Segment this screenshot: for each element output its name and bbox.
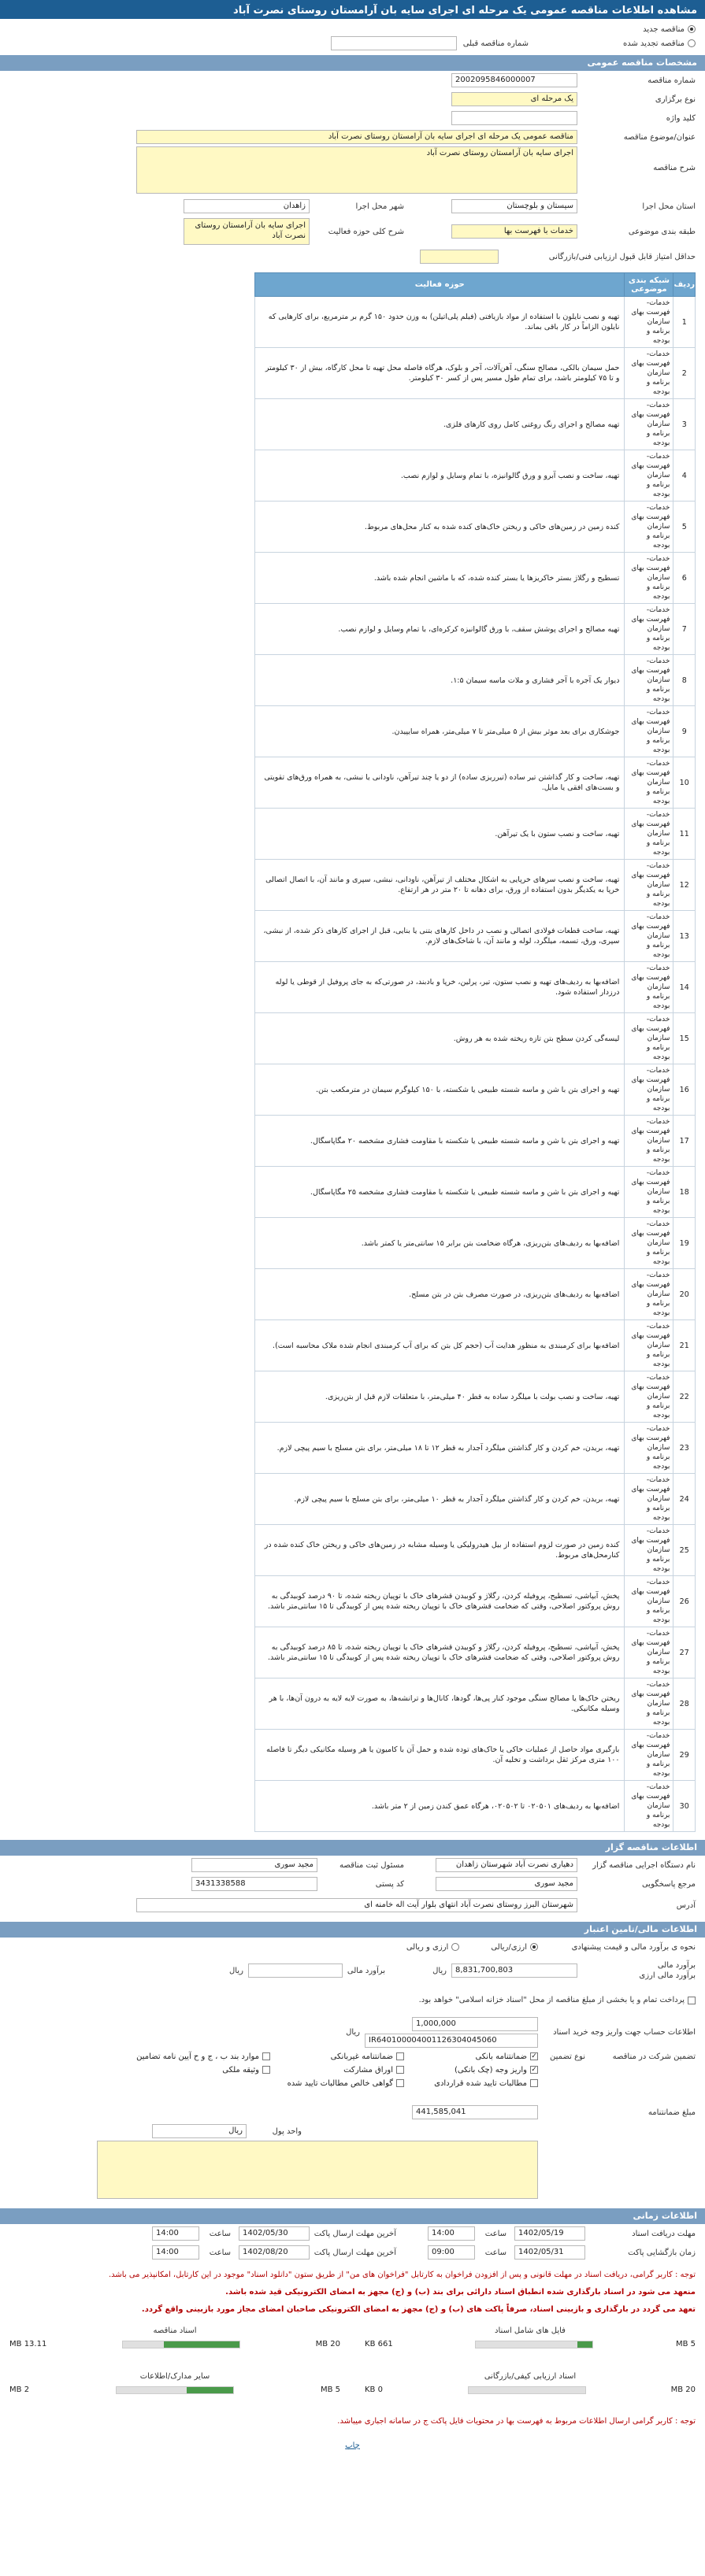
t-release-date[interactable]: 1402/05/19	[514, 2226, 585, 2241]
row-ref: خدمات-فهرست بهای سازمان برنامه و بودجه	[625, 1064, 673, 1116]
table-row	[255, 809, 696, 860]
est-rial-unit: ریال	[432, 1966, 447, 1975]
row-desc: تهیه و نصب نایلون با استفاده از مواد بازیافتی (فیلم پلی‌اتیلن) به وزن حدود ۱۵۰ گرم بر مترمربع، برای کارهایی که نایلون الزاماً در کار باقی بماند.	[255, 297, 625, 348]
radio-renew[interactable]	[688, 39, 696, 47]
credit-info-label: اطلاعات حساب جهت واریز وجه خرید اسناد	[553, 2027, 696, 2037]
row-desc: تهیه، ساخت و نصب بولت با میلگرد ساده به قطر ۴۰ میلی‌متر، با متعلقات لازم قبل از بتن‌ریزی.	[255, 1371, 625, 1423]
row-number: 14	[673, 962, 696, 1013]
files-section-2	[0, 2348, 705, 2394]
section-finance: اطلاعات مالی/تامین اعتبار	[0, 1922, 705, 1938]
postal-field[interactable]: 3431338588	[191, 1877, 317, 1891]
row-desc: اضافه‌بها برای کرمبندی به منظور هدایت آب (حجم کل بتن که برای آب کرمبندی انجام شده ملاک محاسبه است).	[255, 1320, 625, 1371]
t-submit-label: زمان بازگشایی پاکت	[628, 2248, 696, 2257]
g-options	[113, 2052, 538, 2088]
row-ref: خدمات-فهرست بهای سازمان برنامه و بودجه	[625, 655, 673, 706]
est-amount-field[interactable]: 8,831,700,803	[451, 1963, 577, 1978]
row-ref: خدمات-فهرست بهای سازمان برنامه و بودجه	[625, 1627, 673, 1678]
org-name-label: نام دستگاه اجرایی مناقصه گزار	[592, 1860, 696, 1870]
g-amount-row	[0, 2103, 705, 2122]
row-desc: تهیه، بریدن، خم کردن و کار گذاشتن میلگرد آجدار به قطر ۱۲ تا ۱۸ میلی‌متر، برای بتن مسلح با سیم پیچی لازم.	[255, 1423, 625, 1474]
t-release-end-label: آخرین مهلت ارسال پاکت	[314, 2229, 396, 2238]
row-number: 21	[673, 1320, 696, 1371]
province-label: استان محل اجرا	[642, 202, 696, 211]
credit-amount-field[interactable]: 1,000,000	[412, 2017, 538, 2031]
row-number: 28	[673, 1678, 696, 1730]
keyword-label: کلید واژه	[666, 113, 696, 123]
row-desc: بارگیری مواد حاصل از عملیات خاکی یا خاک‌های توده شده و حمل آن با کامیون یا هر وسیله مکانیکی دیگر تا فاصله ۱۰۰ متری مرکز ثقل برداشت و تخلیه آن.	[255, 1730, 625, 1781]
col-desc: حوزه فعالیت	[255, 273, 625, 297]
table-row	[255, 1474, 696, 1525]
org-row1	[0, 1856, 705, 1875]
opt-new-row	[0, 22, 705, 36]
g-opt-check[interactable]: ✓واریز وجه (چک بانکی)	[454, 2066, 537, 2074]
row-number: 9	[673, 706, 696, 757]
row-desc: لیسه‌گی کردن سطح بتن تازه ریخته شده به هر روش.	[255, 1013, 625, 1064]
row-ref: خدمات-فهرست بهای سازمان برنامه و بودجه	[625, 1423, 673, 1474]
org-ref-field[interactable]: مجید سوری	[436, 1877, 577, 1891]
keyword-row	[0, 109, 705, 128]
guarantee-row	[0, 2048, 705, 2103]
est-amount-label: برآورد مالی برآورد مالی ارزی	[639, 1961, 696, 1980]
estimate-mode-row	[0, 1938, 705, 1956]
note-1: توجه : کاربر گرامی، دریافت اسناد در مهلت قانونی و پس از افزودن فراخوان به کارتابل "فراخوان های من" از طریق ستون "دانلود اسناد" موجود در این کارتابل، امکانپذیر می باشد.	[109, 2271, 696, 2279]
table-row	[255, 399, 696, 450]
opt-renew-row	[0, 36, 705, 50]
g-note-row	[0, 2141, 705, 2204]
row-ref: خدمات-فهرست بهای سازمان برنامه و بودجه	[625, 1269, 673, 1320]
desc-field[interactable]: اجرای سایه بان آرامستان روستای نصرت آباد	[136, 146, 577, 194]
files-right	[365, 2326, 696, 2348]
row-number: 2	[673, 348, 696, 399]
row-number: 1	[673, 297, 696, 348]
row-desc: تهیه، ساخت و نصب سرهای خرپایی به اشکال مختلف از تیرآهن، ناودانی، نبشی، سپری و مانند آن، با اتصال اتصالی خرپا به یکدیگر بدون استفاده از ورق، برای دهانه تا ۲۰ متر در هر ارتفاع.	[255, 860, 625, 911]
row-number: 6	[673, 553, 696, 604]
row-ref: خدمات-فهرست بهای سازمان برنامه و بودجه	[625, 348, 673, 399]
table-row	[255, 1678, 696, 1730]
credit-note-checkbox[interactable]	[688, 1997, 696, 2004]
row-ref: خدمات-فهرست بهای سازمان برنامه و بودجه	[625, 1013, 673, 1064]
prev-number-label: شماره مناقصه قبلی	[462, 39, 529, 48]
table-row	[255, 962, 696, 1013]
row-ref: خدمات-فهرست بهای سازمان برنامه و بودجه	[625, 399, 673, 450]
g-opt-property[interactable]: وثیقه ملکی	[113, 2066, 270, 2074]
table-row	[255, 1371, 696, 1423]
row-desc: تهیه، ساخت و نصب ستون با یک تیرآهن.	[255, 809, 625, 860]
g-opt-net[interactable]: گواهی خالص مطالبات تایید شده	[270, 2079, 404, 2088]
file3-header: سایر مدارک/اطلاعات	[139, 2372, 210, 2381]
row-number: 18	[673, 1167, 696, 1218]
col-ref: شبکه بندی موضوعی	[625, 273, 673, 297]
title-field[interactable]: مناقصه عمومی یک مرحله ای اجرای سایه بان آرامستان روستای نصرت آباد	[136, 130, 577, 144]
row-number: 7	[673, 604, 696, 655]
work-table-body	[255, 297, 696, 1832]
table-row	[255, 757, 696, 809]
tender-no-field[interactable]: 2002095846000007	[451, 73, 577, 87]
table-row	[255, 604, 696, 655]
currency-row	[0, 2122, 705, 2141]
row-desc: تهیه، ساخت و کار گذاشتن تیر ساده (تیرریزی ساده) از دو یا چند تیرآهن، ناودانی یا نبشی، به همراه ورق‌های تقویتی و بست‌های افقی یا مایل.	[255, 757, 625, 809]
g-opt-bonds[interactable]: اوراق مشارکت	[270, 2066, 404, 2074]
desc-row	[0, 146, 705, 197]
row-ref: خدمات-فهرست بهای سازمان برنامه و بودجه	[625, 809, 673, 860]
row-desc: تهیه، ساخت و نصب آبرو و ورق گالوانیزه، با تمام وسایل و لوازم نصب.	[255, 450, 625, 502]
time-row2	[0, 2243, 705, 2262]
row-ref: خدمات-فهرست بهای سازمان برنامه و بودجه	[625, 450, 673, 502]
t-hour-label-4: ساعت	[209, 2248, 231, 2257]
g-note-field[interactable]	[97, 2141, 538, 2199]
row-desc: پخش، آبپاشی، تسطیح، پروفیله کردن، رگلاژ و کوبیدن قشرهای خاک با توپیان ریخته شده، تا ۹۰ درصد کوبیدگی به روش پروکتور اصلاحی، وقتی که ضخامت قشرهای خاک با توپیان ریخته شده پس از کوبیدگی تا ۱۵ سانتی‌متر باشد.	[255, 1576, 625, 1627]
row-number: 10	[673, 757, 696, 809]
print-link[interactable]: چاپ	[345, 2441, 360, 2450]
page-title: مشاهده اطلاعات مناقصه عمومی یک مرحله ای اجرای سایه بان آرامستان روستای نصرت آباد	[0, 0, 705, 19]
currency-label: واحد پول	[272, 2126, 302, 2136]
estimate-row	[0, 1956, 705, 1985]
row-desc: حمل سیمان بالکی، مصالح سنگی، آهن‌آلات، آجر و بلوک، هرگاه فاصله محل تهیه تا محل کارگاه، بیش از ۳۰ کیلومتر و تا ۷۵ کیلومتر باشد، برای تمام طول مسیر پس از کسر ۳۰ کیلومتر.	[255, 348, 625, 399]
file4-size: 0 KB	[365, 2385, 383, 2394]
row-desc: تهیه و اجرای بتن با شن و ماسه شسته طبیعی یا شکسته با مقاومت فشاری مشخصه ۲۵ مگاپاسگال.	[255, 1167, 625, 1218]
radio-rial-label: ارزی/ریالی	[491, 1942, 527, 1952]
file2-bar	[122, 2341, 240, 2348]
row-desc: اضافه‌بها به ردیف‌های تهیه و نصب ستون، تیر، پرلین، خرپا و بادبند، در صورتی‌که به جای پروفیل از قوطی یا لوله درزدار استفاده شود.	[255, 962, 625, 1013]
row-ref: خدمات-فهرست بهای سازمان برنامه و بودجه	[625, 1167, 673, 1218]
table-row	[255, 1269, 696, 1320]
note-2: منعهد می شود در اسناد بارگذاری شده انطباق اسناد دارائی برای بند (ب) و (ج) مجهز به امضای الکترونیکی قید شده باشد.	[225, 2288, 696, 2297]
row-number: 24	[673, 1474, 696, 1525]
t-submit-date[interactable]: 1402/05/31	[514, 2245, 585, 2260]
row-ref: خدمات-فهرست بهای سازمان برنامه و بودجه	[625, 502, 673, 553]
table-row	[255, 1013, 696, 1064]
radio-new[interactable]	[688, 25, 696, 33]
files-left-header: اسناد مناقصه	[153, 2326, 197, 2335]
g-amount-field[interactable]: 441,585,041	[412, 2105, 538, 2119]
row-desc: تهیه، بریدن، خم کردن و کار گذاشتن میلگرد آجدار به قطر ۱۰ میلی‌متر، برای بتن مسلح با سیم پیچی لازم.	[255, 1474, 625, 1525]
t-submit-hour[interactable]: 09:00	[428, 2245, 475, 2260]
table-row	[255, 553, 696, 604]
t-submit-end-date[interactable]: 1402/08/20	[239, 2245, 310, 2260]
table-row	[255, 1781, 696, 1832]
file4-bar	[468, 2386, 586, 2394]
file4-max: 20 MB	[670, 2385, 696, 2394]
g-amount-label: مبلغ ضمانتنامه	[647, 2108, 696, 2117]
work-table	[254, 272, 696, 1832]
table-row	[255, 1627, 696, 1678]
est-fx-label: برآورد مالی	[347, 1966, 386, 1975]
file2-max: 20 MB	[315, 2340, 340, 2348]
file4-header: اسناد ارزیابی کیفی/بازرگانی	[484, 2372, 577, 2381]
keyword-field[interactable]	[451, 111, 577, 125]
account-field[interactable]: IR640100004001126304045060	[365, 2034, 538, 2048]
row-ref: خدمات-فهرست بهای سازمان برنامه و بودجه	[625, 706, 673, 757]
files-left-2	[9, 2372, 340, 2394]
city-label: شهر محل اجرا	[355, 202, 404, 211]
g-opt-bank[interactable]: ✓ضمانتنامه بانکی	[475, 2052, 537, 2061]
row-number: 26	[673, 1576, 696, 1627]
g-type-label: نوع تضمین	[550, 2052, 585, 2061]
row-ref: خدمات-فهرست بهای سازمان برنامه و بودجه	[625, 962, 673, 1013]
credit-info-row	[0, 2016, 705, 2048]
table-row	[255, 1167, 696, 1218]
time-row1	[0, 2224, 705, 2243]
g-opt-bcz[interactable]: موارد بند ب ، ج و ح آیین نامه تضامین	[113, 2052, 270, 2061]
row-desc: دیوار یک آجره با آجر فشاری و ملات ماسه سیمان ۱:۵.	[255, 655, 625, 706]
row-desc: تهیه، ساخت قطعات فولادی اتصالی و نصب در داخل کارهای بتنی یا بنایی، قبل از اجرای کارهای ذکر شده، از نبشی، سپری، ورق، تسمه، میلگرد، لوله و مانند آن، با شاخک‌های لازم.	[255, 911, 625, 962]
row-ref: خدمات-فهرست بهای سازمان برنامه و بودجه	[625, 1218, 673, 1269]
row-number: 20	[673, 1269, 696, 1320]
row-ref: خدمات-فهرست بهای سازمان برنامه و بودجه	[625, 860, 673, 911]
currency-field[interactable]: ریال	[152, 2124, 247, 2138]
credit-note: پرداخت تمام و یا بخشی از مبلغ مناقصه از محل "اسناد خزانه اسلامی" خواهد بود.	[418, 1996, 685, 2004]
address-label: آدرس	[676, 1901, 696, 1910]
row-number: 29	[673, 1730, 696, 1781]
file2-row	[9, 2340, 340, 2348]
table-row	[255, 1576, 696, 1627]
table-row	[255, 1064, 696, 1116]
col-num: ردیف	[673, 273, 696, 297]
row-desc: کنده زمین در زمین‌های خاکی و ریختن خاک‌های کنده شده به کنار محل‌های مربوط.	[255, 502, 625, 553]
section-org: اطلاعات مناقصه گزار	[0, 1840, 705, 1856]
work-table-header	[255, 273, 696, 297]
class-label: طبقه بندی موضوعی	[628, 227, 696, 236]
t-hour-1[interactable]: 14:00	[428, 2226, 475, 2241]
class-field[interactable]: خدمات با فهرست بها	[451, 224, 577, 239]
opt-new-label: مناقصه جدید	[643, 24, 685, 34]
file1-size: 661 KB	[365, 2340, 393, 2348]
row-ref: خدمات-فهرست بهای سازمان برنامه و بودجه	[625, 1116, 673, 1167]
row-desc: تسطیح و رگلاژ بستر خاکریزها یا بستر کنده شده، که با ماشین انجام شده باشد.	[255, 553, 625, 604]
row-number: 3	[673, 399, 696, 450]
desc-label: شرح مناقصه	[653, 164, 696, 172]
type-field[interactable]: یک مرحله ای	[451, 92, 577, 106]
row-ref: خدمات-فهرست بهای سازمان برنامه و بودجه	[625, 1525, 673, 1576]
city-field[interactable]: زاهدان	[184, 199, 310, 213]
type-row	[0, 90, 705, 109]
row-ref: خدمات-فهرست بهای سازمان برنامه و بودجه	[625, 553, 673, 604]
row-ref: خدمات-فهرست بهای سازمان برنامه و بودجه	[625, 1678, 673, 1730]
row-number: 4	[673, 450, 696, 502]
min-score-label: حداقل امتیاز قابل قبول ارزیابی فنی/بازرگانی	[548, 252, 696, 261]
title-row	[0, 128, 705, 146]
province-field[interactable]: سیستان و بلوچستان	[451, 199, 577, 213]
est-fx-unit: ریال	[228, 1966, 243, 1975]
row-number: 19	[673, 1218, 696, 1269]
class-row	[0, 216, 705, 247]
table-row	[255, 450, 696, 502]
type-label: نوع برگزاری	[655, 94, 696, 104]
tender-no-row	[0, 71, 705, 90]
table-row	[255, 1525, 696, 1576]
t-release-label: مهلت دریافت اسناد	[632, 2229, 696, 2238]
note-3: تعهد می گردد در بارگذاری و بازبینی اسناد، صرفاً پاکت های (ب) و (ج) مجهز به امضای الکترونیکی صاحبان امضای مجاز مورد بازبینی واقع گردد.	[141, 2305, 696, 2314]
prev-number-input[interactable]	[331, 36, 457, 50]
row-ref: خدمات-فهرست بهای سازمان برنامه و بودجه	[625, 297, 673, 348]
estimate-mode-label: نحوه ی برآورد مالی و قیمت پیشنهادی	[571, 1942, 696, 1952]
table-row	[255, 706, 696, 757]
row-ref: خدمات-فهرست بهای سازمان برنامه و بودجه	[625, 1781, 673, 1832]
min-score-row	[0, 247, 705, 266]
address-row	[0, 1893, 705, 1917]
title-label: عنوان/موضوع مناقصه	[623, 132, 696, 142]
footer-note: توجه : کاربر گرامی ارسال اطلاعات مربوط به فهرست بها در محتویات فایل پاکت ج در سامانه اجباری میباشد.	[337, 2417, 696, 2426]
file1-max: 5 MB	[675, 2340, 696, 2348]
row-desc: تهیه و اجرای بتن با شن و ماسه شسته طبیعی یا شکسته، با ۱۵۰ کیلوگرم سیمان در مترمکعب بتن.	[255, 1064, 625, 1116]
table-row	[255, 348, 696, 399]
file2-size: 13.11 MB	[9, 2340, 47, 2348]
row-ref: خدمات-فهرست بهای سازمان برنامه و بودجه	[625, 1474, 673, 1525]
row-desc: اضافه‌بها به ردیف‌های ۰۲۰۵۰۱ تا ۰۲۰۵۰۲، هرگاه عمق کندن زمین از ۲ متر باشد.	[255, 1781, 625, 1832]
section-general: مشخصات مناقصه عمومی	[0, 55, 705, 71]
table-row	[255, 297, 696, 348]
file1-bar	[475, 2341, 593, 2348]
est-fx-field[interactable]	[248, 1963, 343, 1978]
table-row	[255, 655, 696, 706]
row-number: 16	[673, 1064, 696, 1116]
table-row	[255, 911, 696, 962]
t-hour-label-2: ساعت	[209, 2229, 231, 2238]
table-row	[255, 1320, 696, 1371]
min-score-field[interactable]	[420, 250, 499, 264]
row-ref: خدمات-فهرست بهای سازمان برنامه و بودجه	[625, 1371, 673, 1423]
radio-rial[interactable]	[530, 1943, 538, 1951]
row-ref: خدمات-فهرست بهای سازمان برنامه و بودجه	[625, 604, 673, 655]
t-hour-label-3: ساعت	[484, 2248, 506, 2257]
t-hour-2[interactable]: 14:00	[152, 2226, 199, 2241]
section-time: اطلاعات زمانی	[0, 2208, 705, 2224]
work-desc-label: شرح کلی حوزه فعالیت	[328, 227, 404, 236]
row-ref: خدمات-فهرست بهای سازمان برنامه و بودجه	[625, 1576, 673, 1627]
row-desc: اضافه‌بها به ردیف‌های بتن‌ریزی، در صورت مصرف بتن در بتن مسلح.	[255, 1269, 625, 1320]
files-left	[9, 2326, 340, 2348]
row-number: 5	[673, 502, 696, 553]
org-row2	[0, 1875, 705, 1893]
row-ref: خدمات-فهرست بهای سازمان برنامه و بودجه	[625, 1730, 673, 1781]
table-row	[255, 1730, 696, 1781]
row-number: 27	[673, 1627, 696, 1678]
opt-renew-label: مناقصه تجدید شده	[623, 39, 685, 48]
row-desc: ریختن خاک‌ها یا مصالح سنگی موجود کنار پی‌ها، گودها، کانال‌ها و ترانشه‌ها، به صورت لایه لایه به درون آن‌ها، با هر وسیله مکانیکی.	[255, 1678, 625, 1730]
g-opt-nonbank[interactable]: ضمانتنامه غیربانکی	[270, 2052, 404, 2061]
row-desc: جوشکاری برای بعد موثر بیش از ۵ میلی‌متر تا ۷ میلی‌متر، همراه سایپیدن.	[255, 706, 625, 757]
table-row	[255, 1116, 696, 1167]
org-person-field[interactable]: مجید سوری	[191, 1858, 317, 1872]
file1-row	[365, 2340, 696, 2348]
file3-row	[9, 2385, 340, 2394]
t-submit-end-label: آخرین مهلت ارسال پاکت	[314, 2248, 396, 2257]
credit-rial-unit: ریال	[346, 2027, 360, 2037]
org-name-field[interactable]: دهیاری نصرت آباد شهرستان زاهدان	[436, 1858, 577, 1872]
row-desc: تهیه مصالح و اجرای پوشش سقف، با ورق گالوانیزه کرکره‌ای، با تمام وسایل و لوازم نصب.	[255, 604, 625, 655]
row-number: 22	[673, 1371, 696, 1423]
table-row	[255, 502, 696, 553]
radio-rial-fx-label: ارزی و ریالی	[406, 1942, 449, 1952]
row-ref: خدمات-فهرست بهای سازمان برنامه و بودجه	[625, 911, 673, 962]
row-number: 11	[673, 809, 696, 860]
files-right-header: فایل های شامل اسناد	[495, 2326, 566, 2335]
org-person-label: مسئول ثبت مناقصه	[340, 1860, 404, 1870]
row-desc: تهیه مصالح و اجرای رنگ روغنی کامل روی کارهای فلزی.	[255, 399, 625, 450]
tender-no-label: شماره مناقصه	[647, 76, 696, 85]
file3-max: 5 MB	[320, 2385, 340, 2394]
province-row	[0, 197, 705, 216]
credit-note-row	[0, 1985, 705, 2016]
row-number: 23	[673, 1423, 696, 1474]
row-number: 15	[673, 1013, 696, 1064]
guarantee-label: تضمین شرکت در مناقصه	[612, 2052, 696, 2061]
address-field[interactable]: شهرستان البرز روستای نصرت آباد انتهای بلوار آیت اله خامنه ای	[136, 1898, 577, 1912]
file4-row	[365, 2385, 696, 2394]
row-desc: کنده زمین در صورت لزوم استفاده از بیل هیدرولیکی یا وسیله مشابه در زمین‌های خاکی و ریختن خاک کنده شده در کنارمحل‌های مربوط.	[255, 1525, 625, 1576]
row-desc: تهیه و اجرای بتن با شن و ماسه شسته طبیعی یا شکسته با مقاومت فشاری مشخصه ۲۰ مگاپاسگال.	[255, 1116, 625, 1167]
row-ref: خدمات-فهرست بهای سازمان برنامه و بودجه	[625, 1320, 673, 1371]
t-hour-label-1: ساعت	[484, 2229, 506, 2238]
row-number: 17	[673, 1116, 696, 1167]
table-row	[255, 1423, 696, 1474]
files-right-2	[365, 2372, 696, 2394]
row-desc: پخش، آبپاشی، تسطیح، پروفیله کردن، رگلاژ و کوبیدن قشرهای خاک یا توپیان ریخته شده، تا ۸۵ درصد کوبیدگی به روش پروکتور اصلاحی، وقتی که ضخامت قشرهای خاک با توپیان ریخته شده پس از کوبیدگی تا ۱۵ سانتی‌متر باشد.	[255, 1627, 625, 1678]
file3-bar	[116, 2386, 234, 2394]
row-number: 8	[673, 655, 696, 706]
t-release-end-date[interactable]: 1402/05/30	[239, 2226, 310, 2241]
row-number: 12	[673, 860, 696, 911]
files-section	[0, 2319, 705, 2348]
work-desc-field[interactable]: اجرای سایه بان آرامستان روستای نصرت آباد	[184, 218, 310, 245]
table-row	[255, 1218, 696, 1269]
row-number: 25	[673, 1525, 696, 1576]
radio-rial-fx[interactable]	[451, 1943, 459, 1951]
row-number: 30	[673, 1781, 696, 1832]
table-row	[255, 860, 696, 911]
t-submit-end-hour[interactable]: 14:00	[152, 2245, 199, 2260]
g-opt-contract[interactable]: مطالبات تایید شده قراردادی	[404, 2079, 538, 2088]
postal-label: کد پستی	[375, 1879, 404, 1889]
row-ref: خدمات-فهرست بهای سازمان برنامه و بودجه	[625, 757, 673, 809]
file3-size: 2 MB	[9, 2385, 30, 2394]
row-number: 13	[673, 911, 696, 962]
row-desc: اضافه‌بها به ردیف‌های بتن‌ریزی، هرگاه ضخامت بتن برابر ۱۵ سانتی‌متر یا کمتر باشد.	[255, 1218, 625, 1269]
org-ref-label: مرجع پاسخگویی	[641, 1879, 696, 1889]
